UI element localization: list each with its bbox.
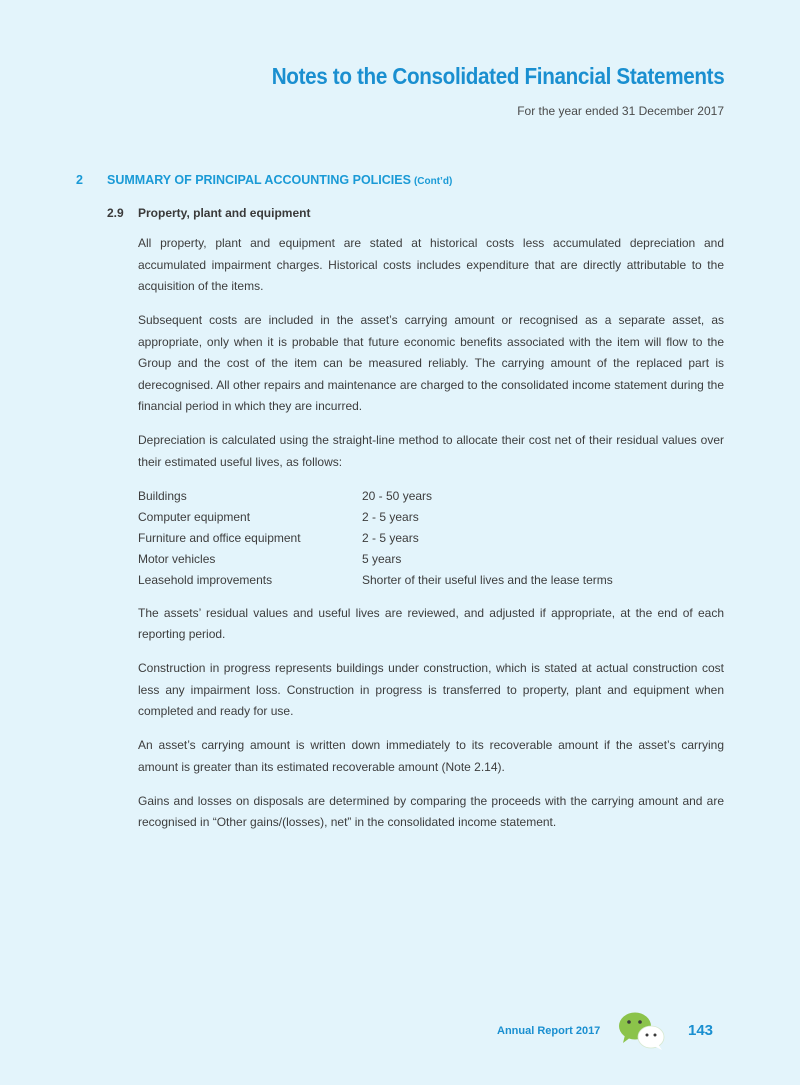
asset-name: Furniture and office equipment	[138, 530, 301, 545]
paragraph: All property, plant and equipment are stated at historical costs less accumulated depreciation and accumulated impairment charges. Historical costs includes expenditure that are directly attributable to the acquisition of the items.	[138, 236, 724, 293]
useful-lives-table	[138, 486, 613, 591]
asset-name: Buildings	[138, 488, 187, 503]
page-title: Notes to the Consolidated Financial Statements	[271, 63, 724, 89]
footer-label: Annual Report 2017	[497, 1025, 601, 1037]
paragraph: Construction in progress represents buildings under construction, which is stated at actual construction cost less any impairment loss. Construction in progress is transferred to property, plant and equipment when completed and ready for use.	[138, 661, 724, 718]
paragraph: The assets’ residual values and useful lives are reviewed, and adjusted if appropriate, at the end of each reporting period.	[138, 605, 724, 641]
asset-life: 2 - 5 years	[362, 509, 419, 524]
asset-life: 5 years	[362, 551, 402, 566]
asset-life: Shorter of their useful lives and the lease terms	[362, 572, 613, 587]
section-heading	[76, 173, 452, 187]
section-number: 2	[76, 173, 83, 187]
table-row	[138, 486, 613, 507]
asset-life: 2 - 5 years	[362, 530, 419, 545]
asset-name: Computer equipment	[138, 509, 251, 524]
body-text	[138, 233, 724, 846]
paragraph: Depreciation is calculated using the straight-line method to allocate their cost net of their residual values over their estimated useful lives, as follows:	[138, 433, 724, 469]
section-suffix: (Cont’d)	[413, 176, 453, 187]
table-row	[138, 507, 613, 528]
wechat-logo-icon	[616, 1010, 668, 1052]
page-subtitle: For the year ended 31 December 2017	[517, 104, 724, 118]
asset-life: 20 - 50 years	[362, 488, 433, 503]
subsection-heading	[107, 206, 310, 220]
subsection-title: Property, plant and equipment	[138, 206, 311, 220]
paragraph: Subsequent costs are included in the asset’s carrying amount or recognised as a separate asset, as appropriate, only when it is probable that future economic benefits associated with the item will flow to the Group and the cost of the item can be measured reliably. The carrying amount of the replaced part is derecognised. All other repairs and maintenance are charged to the consolidated income statement during the financial period in which they are incurred.	[138, 313, 724, 413]
page-number: 143	[688, 1022, 714, 1039]
table-row	[138, 528, 613, 549]
table-row	[138, 570, 613, 591]
section-title: SUMMARY OF PRINCIPAL ACCOUNTING POLICIES	[107, 173, 411, 187]
subsection-number: 2.9	[107, 206, 124, 220]
table-row	[138, 549, 613, 570]
asset-name: Motor vehicles	[138, 551, 216, 566]
asset-name: Leasehold improvements	[138, 572, 273, 587]
paragraph: An asset’s carrying amount is written down immediately to its recoverable amount if the asset’s carrying amount is greater than its estimated recoverable amount (Note 2.14).	[138, 738, 724, 774]
paragraph: Gains and losses on disposals are determined by comparing the proceeds with the carrying amount and are recognised in “Other gains/(losses), net” in the consolidated income statement.	[138, 793, 724, 829]
